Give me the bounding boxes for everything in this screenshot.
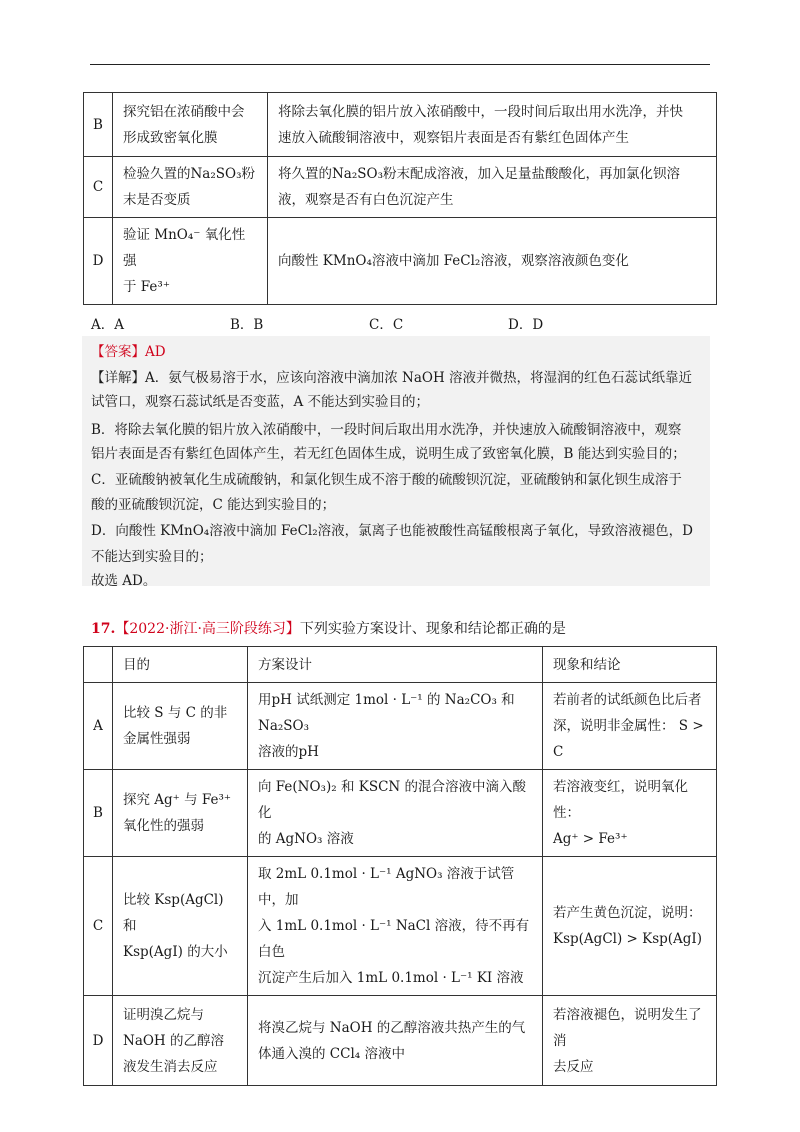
row-key: D [84,218,113,305]
question-stem: 下列实验方案设计、现象和结论都正确的是 [299,621,566,637]
answer-value: AD [145,344,166,360]
table-row [84,683,717,770]
explain-line: 酸的亚硫酸钡沉淀，C 能达到实验目的； [91,497,336,513]
plan-cell: 将久置的Na₂SO₃粉末配成溶液，加入足量盐酸酸化，再加氯化钡溶 液，观察是否有白色沉淀产生 [268,157,717,218]
result-cell: 若溶液变红，说明氧化性： Ag⁺ > Fe³⁺ [543,770,717,857]
question-source: 【2022·浙江·高三阶段练习】 [115,621,300,637]
table-row [84,93,717,157]
row-key: A [84,683,113,770]
experiment-table-2 [83,646,717,1086]
aim-cell: 探究 Ag⁺ 与 Fe³⁺ 氧化性的强弱 [113,770,248,857]
option-a[interactable]: A．A [91,317,124,333]
aim-cell: 证明溴乙烷与 NaOH 的乙醇溶 液发生消去反应 [113,996,248,1086]
table-row [84,157,717,218]
table-row [84,218,717,305]
question-number: 17. [91,621,116,637]
row-key: B [84,770,113,857]
row-key: C [84,157,113,218]
column-header: 现象和结论 [543,647,717,683]
option-d[interactable]: D．D [508,317,544,333]
table-header-row [84,647,717,683]
aim-cell: 探究铝在浓硝酸中会 形成致密氧化膜 [113,93,268,157]
option-b[interactable]: B．B [230,317,264,333]
row-key: D [84,996,113,1086]
aim-cell: 检验久置的Na₂SO₃粉 末是否变质 [113,157,268,218]
explain-line: 不能达到实验目的； [91,549,213,565]
table-row [84,770,717,857]
explain-line: B．将除去氧化膜的铝片放入浓硝酸中，一段时间后取出用水洗净，并快速放入硫酸铜溶液中，观察 [91,422,682,438]
answer-options [91,313,711,333]
explain-line: 【详解】A．氨气极易溶于水，应该向溶液中滴加浓 NaOH 溶液并微热，将湿润的红色石蕊试纸靠近 [91,370,693,386]
plan-cell: 用pH 试纸测定 1mol · L⁻¹ 的 Na₂CO₃ 和 Na₂SO₃ 溶液的pH [248,683,543,770]
header-rule [90,64,710,65]
result-cell: 若产生黄色沉淀，说明： Ksp(AgCl) > Ksp(AgI) [543,857,717,996]
plan-cell: 将除去氧化膜的铝片放入浓硝酸中，一段时间后取出用水洗净，并快 速放入硫酸铜溶液中，观察铝片表面是否有紫红色固体产生 [268,93,717,157]
question-17-heading [91,618,566,638]
aim-cell: 比较 Ksp(AgCl) 和 Ksp(AgI) 的大小 [113,857,248,996]
answer-label: 【答案】 [91,344,145,360]
plan-cell: 向 Fe(NO₃)₂ 和 KSCN 的混合溶液中滴入酸化 的 AgNO₃ 溶液 [248,770,543,857]
explain-line: C．亚硫酸钠被氧化生成硫酸钠，和氯化钡生成不溶于酸的硫酸钡沉淀，亚硫酸钠和氯化钡生成溶于 [91,472,682,488]
result-cell: 若溶液褪色，说明发生了消 去反应 [543,996,717,1086]
plan-cell: 将溴乙烷与 NaOH 的乙醇溶液共热产生的气 体通入溴的 CCl₄ 溶液中 [248,996,543,1086]
explain-line: 试管口，观察石蕊试纸是否变蓝，A 不能达到实验目的； [91,394,430,410]
experiment-table-1 [83,92,717,305]
answer-line [91,340,166,360]
row-key: C [84,857,113,996]
column-header: 目的 [113,647,248,683]
plan-cell: 取 2mL 0.1mol · L⁻¹ AgNO₃ 溶液于试管中，加 入 1mL 0.1mol · L⁻¹ NaCl 溶液，待不再有白色 沉淀产生后加入 1mL 0.1mol · L⁻¹ KI 溶液 [248,857,543,996]
explain-line: D．向酸性 KMnO₄溶液中滴加 FeCl₂溶液，氯离子也能被酸性高锰酸根离子氧化，导致溶液褪色，D [91,523,693,539]
column-header [84,647,113,683]
row-key: B [84,93,113,157]
option-c[interactable]: C．C [369,317,404,333]
table-row [84,996,717,1086]
explain-line: 铝片表面是否有紫红色固体产生，若无红色固体生成，说明生成了致密氧化膜，B 能达到实验目的； [91,446,686,462]
table-row [84,857,717,996]
plan-cell: 向酸性 KMnO₄溶液中滴加 FeCl₂溶液，观察溶液颜色变化 [268,218,717,305]
column-header: 方案设计 [248,647,543,683]
result-cell: 若前者的试纸颜色比后者 深，说明非金属性： S > C [543,683,717,770]
explain-label: 【详解】 [91,370,145,386]
aim-cell: 验证 MnO₄⁻ 氧化性强 于 Fe³⁺ [113,218,268,305]
aim-cell: 比较 S 与 C 的非 金属性强弱 [113,683,248,770]
explain-line: 故选 AD。 [91,573,157,589]
